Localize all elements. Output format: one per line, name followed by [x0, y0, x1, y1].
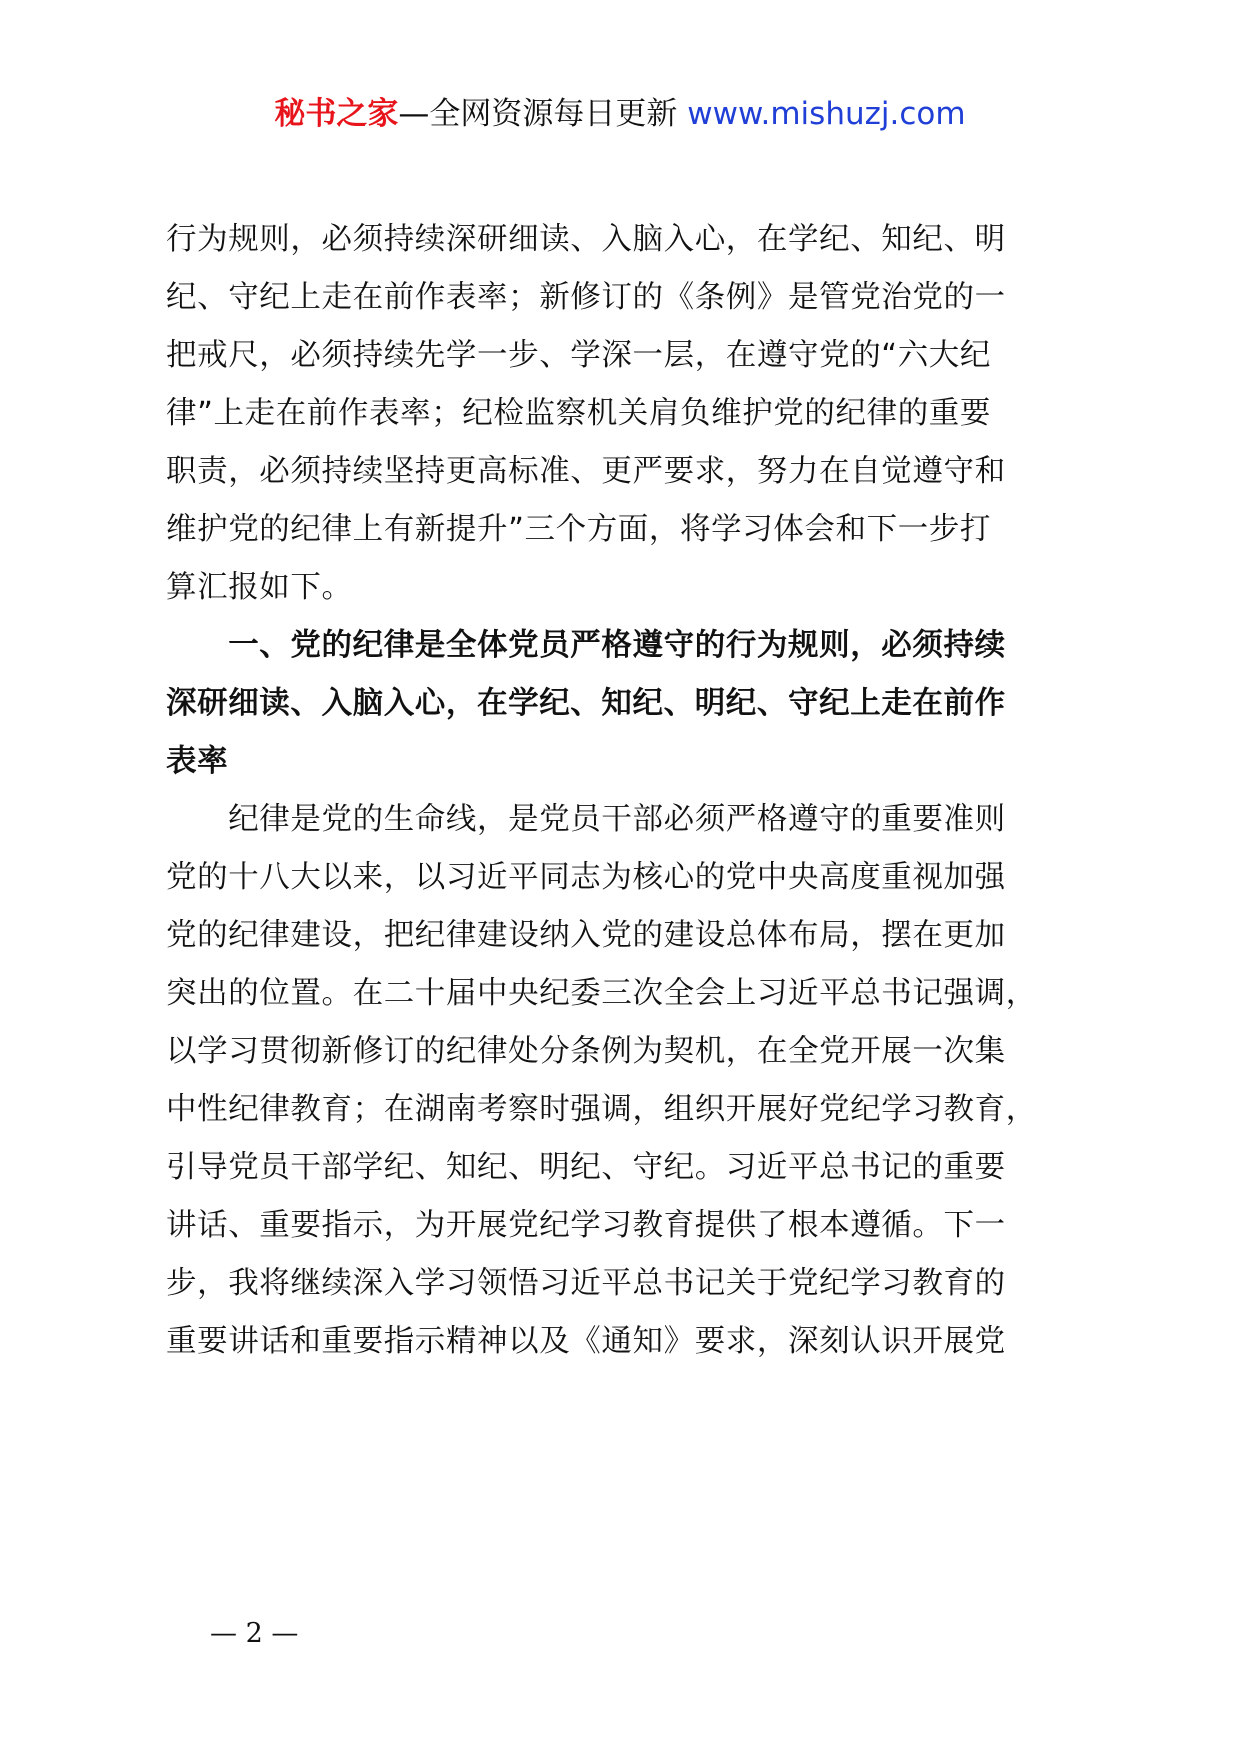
text-line: 纪律是党的生命线，是党员干部必须严格遵守的重要准则	[166, 802, 1006, 837]
header-url[interactable]: www.mishuzj.com	[687, 96, 966, 132]
header-slogan: —全网资源每日更新	[398, 96, 688, 132]
text-line: 讲话、重要指示，为开展党纪学习教育提供了根本遵循。下一	[166, 1208, 1006, 1243]
text-line: 算汇报如下。	[166, 570, 353, 605]
text-line: 职责，必须持续坚持更高标准、更严要求，努力在自觉遵守和	[166, 454, 1006, 489]
text-line: 引导党员干部学纪、知纪、明纪、守纪。习近平总书记的重要	[166, 1150, 1006, 1185]
text-line: 党的纪律建设，把纪律建设纳入党的建设总体布局，摆在更加	[166, 918, 1006, 953]
text-line: 步，我将继续深入学习领悟习近平总书记关于党纪学习教育的	[166, 1266, 1006, 1301]
text-line: 行为规则，必须持续深研细读、入脑入心，在学纪、知纪、明	[166, 222, 1006, 257]
text-line: 维护党的纪律上有新提升”三个方面，将学习体会和下一步打	[166, 512, 991, 547]
text-line: 以学习贯彻新修订的纪律处分条例为契机，在全党开展一次集	[166, 1034, 1006, 1069]
section-heading-line: 深研细读、入脑入心，在学纪、知纪、明纪、守纪上走在前作	[166, 686, 1006, 721]
header-brand: 秘书之家	[274, 96, 399, 132]
text-line: 纪、守纪上走在前作表率；新修订的《条例》是管党治党的一	[166, 280, 1006, 315]
text-line: 重要讲话和重要指示精神以及《通知》要求，深刻认识开展党	[166, 1324, 1006, 1359]
text-line: 中性纪律教育；在湖南考察时强调，组织开展好党纪学习教育，	[166, 1092, 1037, 1127]
section-heading-line: 一、党的纪律是全体党员严格遵守的行为规则，必须持续	[166, 628, 1006, 663]
text-line: 律”上走在前作表率；纪检监察机关肩负维护党的纪律的重要	[166, 396, 991, 431]
text-line: 党的十八大以来，以习近平同志为核心的党中央高度重视加强	[166, 860, 1006, 895]
text-line: 突出的位置。在二十届中央纪委三次全会上习近平总书记强调，	[166, 976, 1037, 1011]
text-line: 把戒尺，必须持续先学一步、学深一层，在遵守党的“六大纪	[166, 338, 991, 373]
page-number: — 2 —	[210, 1618, 299, 1649]
watermark-header	[0, 92, 1240, 136]
section-heading-line: 表率	[166, 744, 229, 779]
